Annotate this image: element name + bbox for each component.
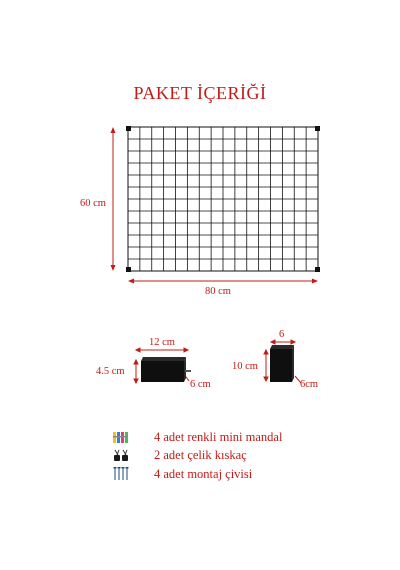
list-item xyxy=(112,447,247,463)
wide-shelf-width-label: 12 cm xyxy=(149,337,175,348)
colored-clips-icon xyxy=(112,430,132,444)
narrow-shelf-width-label: 6 xyxy=(279,329,285,340)
item-text: 4 adet montaj çivisi xyxy=(154,466,253,481)
binder-clips-icon xyxy=(112,448,132,462)
list-item xyxy=(112,466,252,482)
list-item xyxy=(112,429,282,445)
item-text: 4 adet renkli mini mandal xyxy=(154,429,283,444)
grid-width-label: 80 cm xyxy=(205,286,231,297)
page-title: PAKET İÇERİĞİ xyxy=(133,83,267,103)
narrow-shelf-depth-label: 6cm xyxy=(300,379,319,390)
wide-shelf-height-label: 4.5 cm xyxy=(96,366,125,377)
grid-height-label: 60 cm xyxy=(80,198,106,209)
nails-icon xyxy=(112,467,132,481)
narrow-shelf-height-label: 10 cm xyxy=(232,361,258,372)
narrow-shelf-body xyxy=(270,345,294,382)
item-text: 2 adet çelik kıskaç xyxy=(154,447,247,462)
wide-shelf-depth-label: 6 cm xyxy=(190,379,211,390)
